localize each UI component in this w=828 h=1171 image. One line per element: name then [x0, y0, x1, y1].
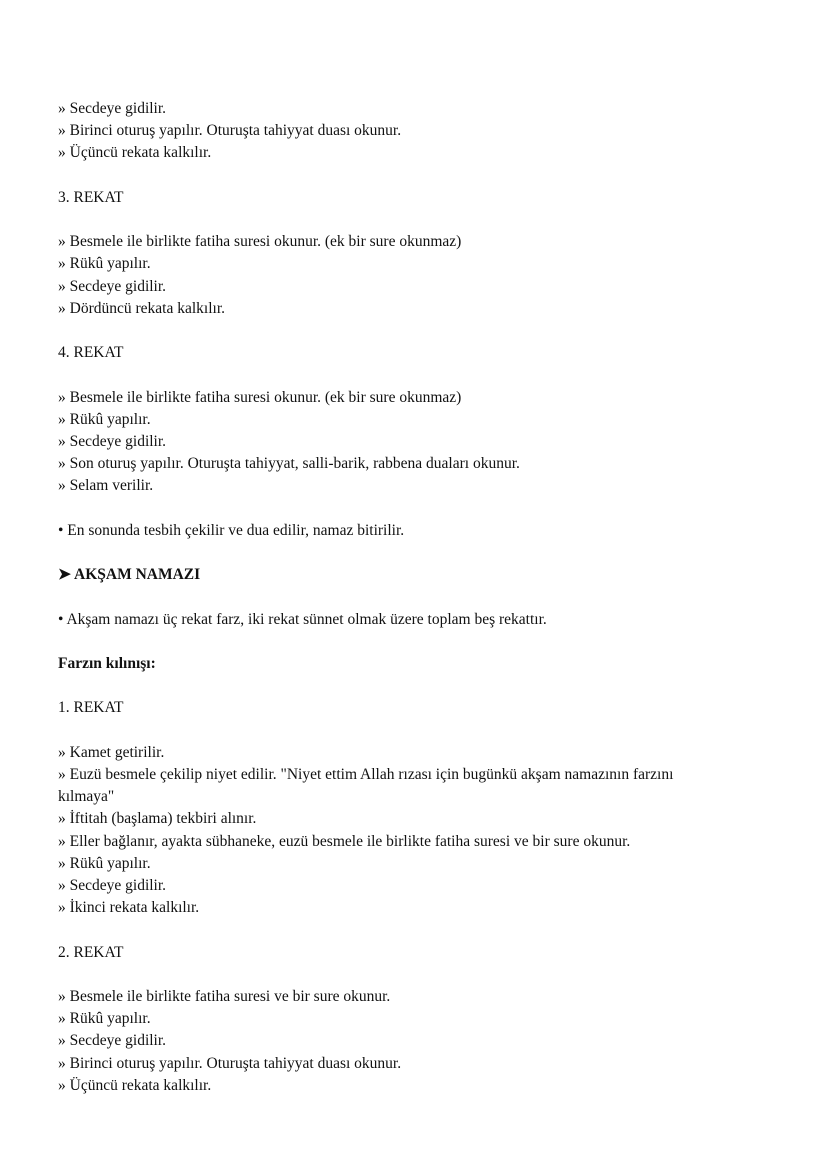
continued-steps — [58, 98, 758, 165]
spacer — [58, 209, 758, 231]
step-line-niyet: » Euzü besmele çekilip niyet edilir. "Niyet ettim Allah rızası için bugünkü akşam namazının farzını kılmaya" — [58, 765, 674, 806]
spacer — [58, 320, 758, 342]
step-line: » Besmele ile birlikte fatiha suresi okunur. (ek bir sure okunmaz) — [58, 388, 462, 406]
step-line: » Besmele ile birlikte fatiha suresi okunur. (ek bir sure okunmaz) — [58, 233, 462, 251]
aksam-intro: • Akşam namazı üç rekat farz, iki rekat sünnet olmak üzere toplam beş rekattır. — [58, 610, 547, 628]
spacer — [58, 631, 758, 653]
aksam-rekat-1-heading: 1. REKAT — [58, 699, 124, 717]
spacer — [58, 542, 758, 564]
step-line: » Rükû yapılır. — [58, 854, 151, 872]
spacer — [58, 675, 758, 697]
step-line: » Üçüncü rekata kalkılır. — [58, 1076, 212, 1094]
step-line: » Eller bağlanır, ayakta sübhaneke, euzü besmele ile birlikte fatiha suresi ve bir sure okunur. — [58, 832, 631, 850]
spacer — [58, 498, 758, 520]
spacer — [58, 919, 758, 941]
step-line: » Besmele ile birlikte fatiha suresi ve bir sure okunur. — [58, 987, 391, 1005]
spacer — [58, 720, 758, 742]
document-page — [58, 98, 758, 1097]
step-line: » İkinci rekata kalkılır. — [58, 899, 200, 917]
step-line: » Rükû yapılır. — [58, 410, 151, 428]
spacer — [58, 364, 758, 386]
step-line: » Selam verilir. — [58, 477, 154, 495]
rekat-3-heading: 3. REKAT — [58, 188, 124, 206]
spacer — [58, 586, 758, 608]
rekat-4-steps — [58, 387, 758, 498]
aksam-namazi-title: ➤ AKŞAM NAMAZI — [58, 566, 201, 584]
step-line: » Dördüncü rekata kalkılır. — [58, 299, 226, 317]
step-line: » Son oturuş yapılır. Oturuşta tahiyyat, salli-barik, rabbena duaları okunur. — [58, 455, 520, 473]
step-line: » Rükû yapılır. — [58, 1010, 151, 1028]
aksam-rekat-2-steps — [58, 986, 758, 1097]
spacer — [58, 964, 758, 986]
step-line: » Secdeye gidilir. — [58, 432, 167, 450]
step-line: » Secdeye gidilir. — [58, 876, 167, 894]
spacer — [58, 165, 758, 187]
step-line: » Secdeye gidilir. — [58, 100, 167, 117]
step-line: » Kamet getirilir. — [58, 743, 165, 761]
step-line: » Secdeye gidilir. — [58, 1032, 167, 1050]
step-line: » Birinci oturuş yapılır. Oturuşta tahiyyat duası okunur. — [58, 122, 402, 140]
closing-note: • En sonunda tesbih çekilir ve dua edilir, namaz bitirilir. — [58, 521, 405, 539]
farz-heading: Farzın kılınışı: — [58, 654, 156, 672]
step-line: » İftitah (başlama) tekbiri alınır. — [58, 810, 257, 828]
step-line: » Üçüncü rekata kalkılır. — [58, 144, 212, 162]
aksam-rekat-2-heading: 2. REKAT — [58, 943, 124, 961]
step-line: » Birinci oturuş yapılır. Oturuşta tahiyyat duası okunur. — [58, 1054, 402, 1072]
aksam-rekat-1-steps — [58, 742, 758, 920]
step-line: » Rükû yapılır. — [58, 255, 151, 273]
rekat-3-steps — [58, 231, 758, 320]
rekat-4-heading: 4. REKAT — [58, 344, 124, 362]
step-line: » Secdeye gidilir. — [58, 277, 167, 295]
